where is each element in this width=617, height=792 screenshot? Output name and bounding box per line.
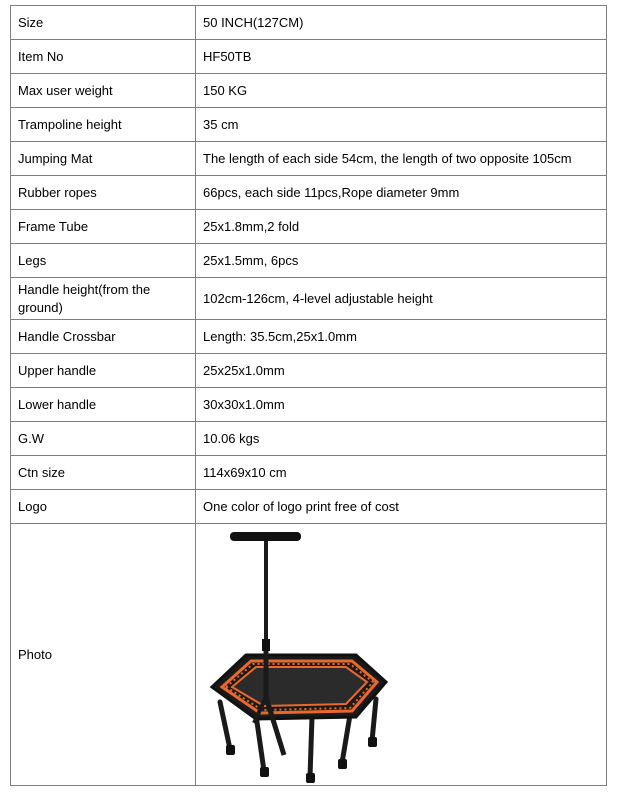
spec-row-max-user-weight [11, 74, 607, 108]
spec-label: Frame Tube [11, 210, 196, 244]
spec-label: Ctn size [11, 456, 196, 490]
spec-label: Legs [11, 244, 196, 278]
spec-label: Upper handle [11, 354, 196, 388]
spec-row-handle-height [11, 278, 607, 320]
spec-row-size [11, 6, 607, 40]
spec-label: Logo [11, 490, 196, 524]
spec-label: Item No [11, 40, 196, 74]
spec-value: 25x1.8mm,2 fold [196, 210, 607, 244]
spec-table [10, 5, 607, 786]
spec-value: The length of each side 54cm, the length of two opposite 105cm [196, 142, 607, 176]
spec-value: 30x30x1.0mm [196, 388, 607, 422]
spec-value: 10.06 kgs [196, 422, 607, 456]
spec-label: Jumping Mat [11, 142, 196, 176]
spec-row-handle-crossbar [11, 320, 607, 354]
spec-row-ctn-size [11, 456, 607, 490]
photo-cell [196, 524, 607, 786]
spec-value: HF50TB [196, 40, 607, 74]
spec-label: Size [11, 6, 196, 40]
spec-value: 50 INCH(127CM) [196, 6, 607, 40]
spec-label: Handle Crossbar [11, 320, 196, 354]
spec-value: One color of logo print free of cost [196, 490, 607, 524]
spec-label: Lower handle [11, 388, 196, 422]
spec-row-lower-handle [11, 388, 607, 422]
spec-label: Handle height(from the ground) [11, 278, 196, 320]
spec-row-item-no [11, 40, 607, 74]
spec-row-frame-tube [11, 210, 607, 244]
spec-value: Length: 35.5cm,25x1.0mm [196, 320, 607, 354]
spec-row-logo [11, 490, 607, 524]
spec-label: Photo [11, 524, 196, 786]
spec-row-legs [11, 244, 607, 278]
spec-label: G.W [11, 422, 196, 456]
spec-row-trampoline-height [11, 108, 607, 142]
spec-value: 150 KG [196, 74, 607, 108]
spec-value: 114x69x10 cm [196, 456, 607, 490]
spec-row-jumping-mat [11, 142, 607, 176]
spec-label: Trampoline height [11, 108, 196, 142]
spec-value: 25x25x1.0mm [196, 354, 607, 388]
trampoline-with-handle-image [206, 527, 406, 783]
spec-row-upper-handle [11, 354, 607, 388]
spec-label: Max user weight [11, 74, 196, 108]
spec-label: Rubber ropes [11, 176, 196, 210]
spec-value: 35 cm [196, 108, 607, 142]
spec-value: 102cm-126cm, 4-level adjustable height [196, 278, 607, 320]
spec-row-gw [11, 422, 607, 456]
spec-row-rubber-ropes [11, 176, 607, 210]
spec-table-body [11, 6, 607, 786]
spec-row-photo [11, 524, 607, 786]
spec-value: 25x1.5mm, 6pcs [196, 244, 607, 278]
spec-value: 66pcs, each side 11pcs,Rope diameter 9mm [196, 176, 607, 210]
